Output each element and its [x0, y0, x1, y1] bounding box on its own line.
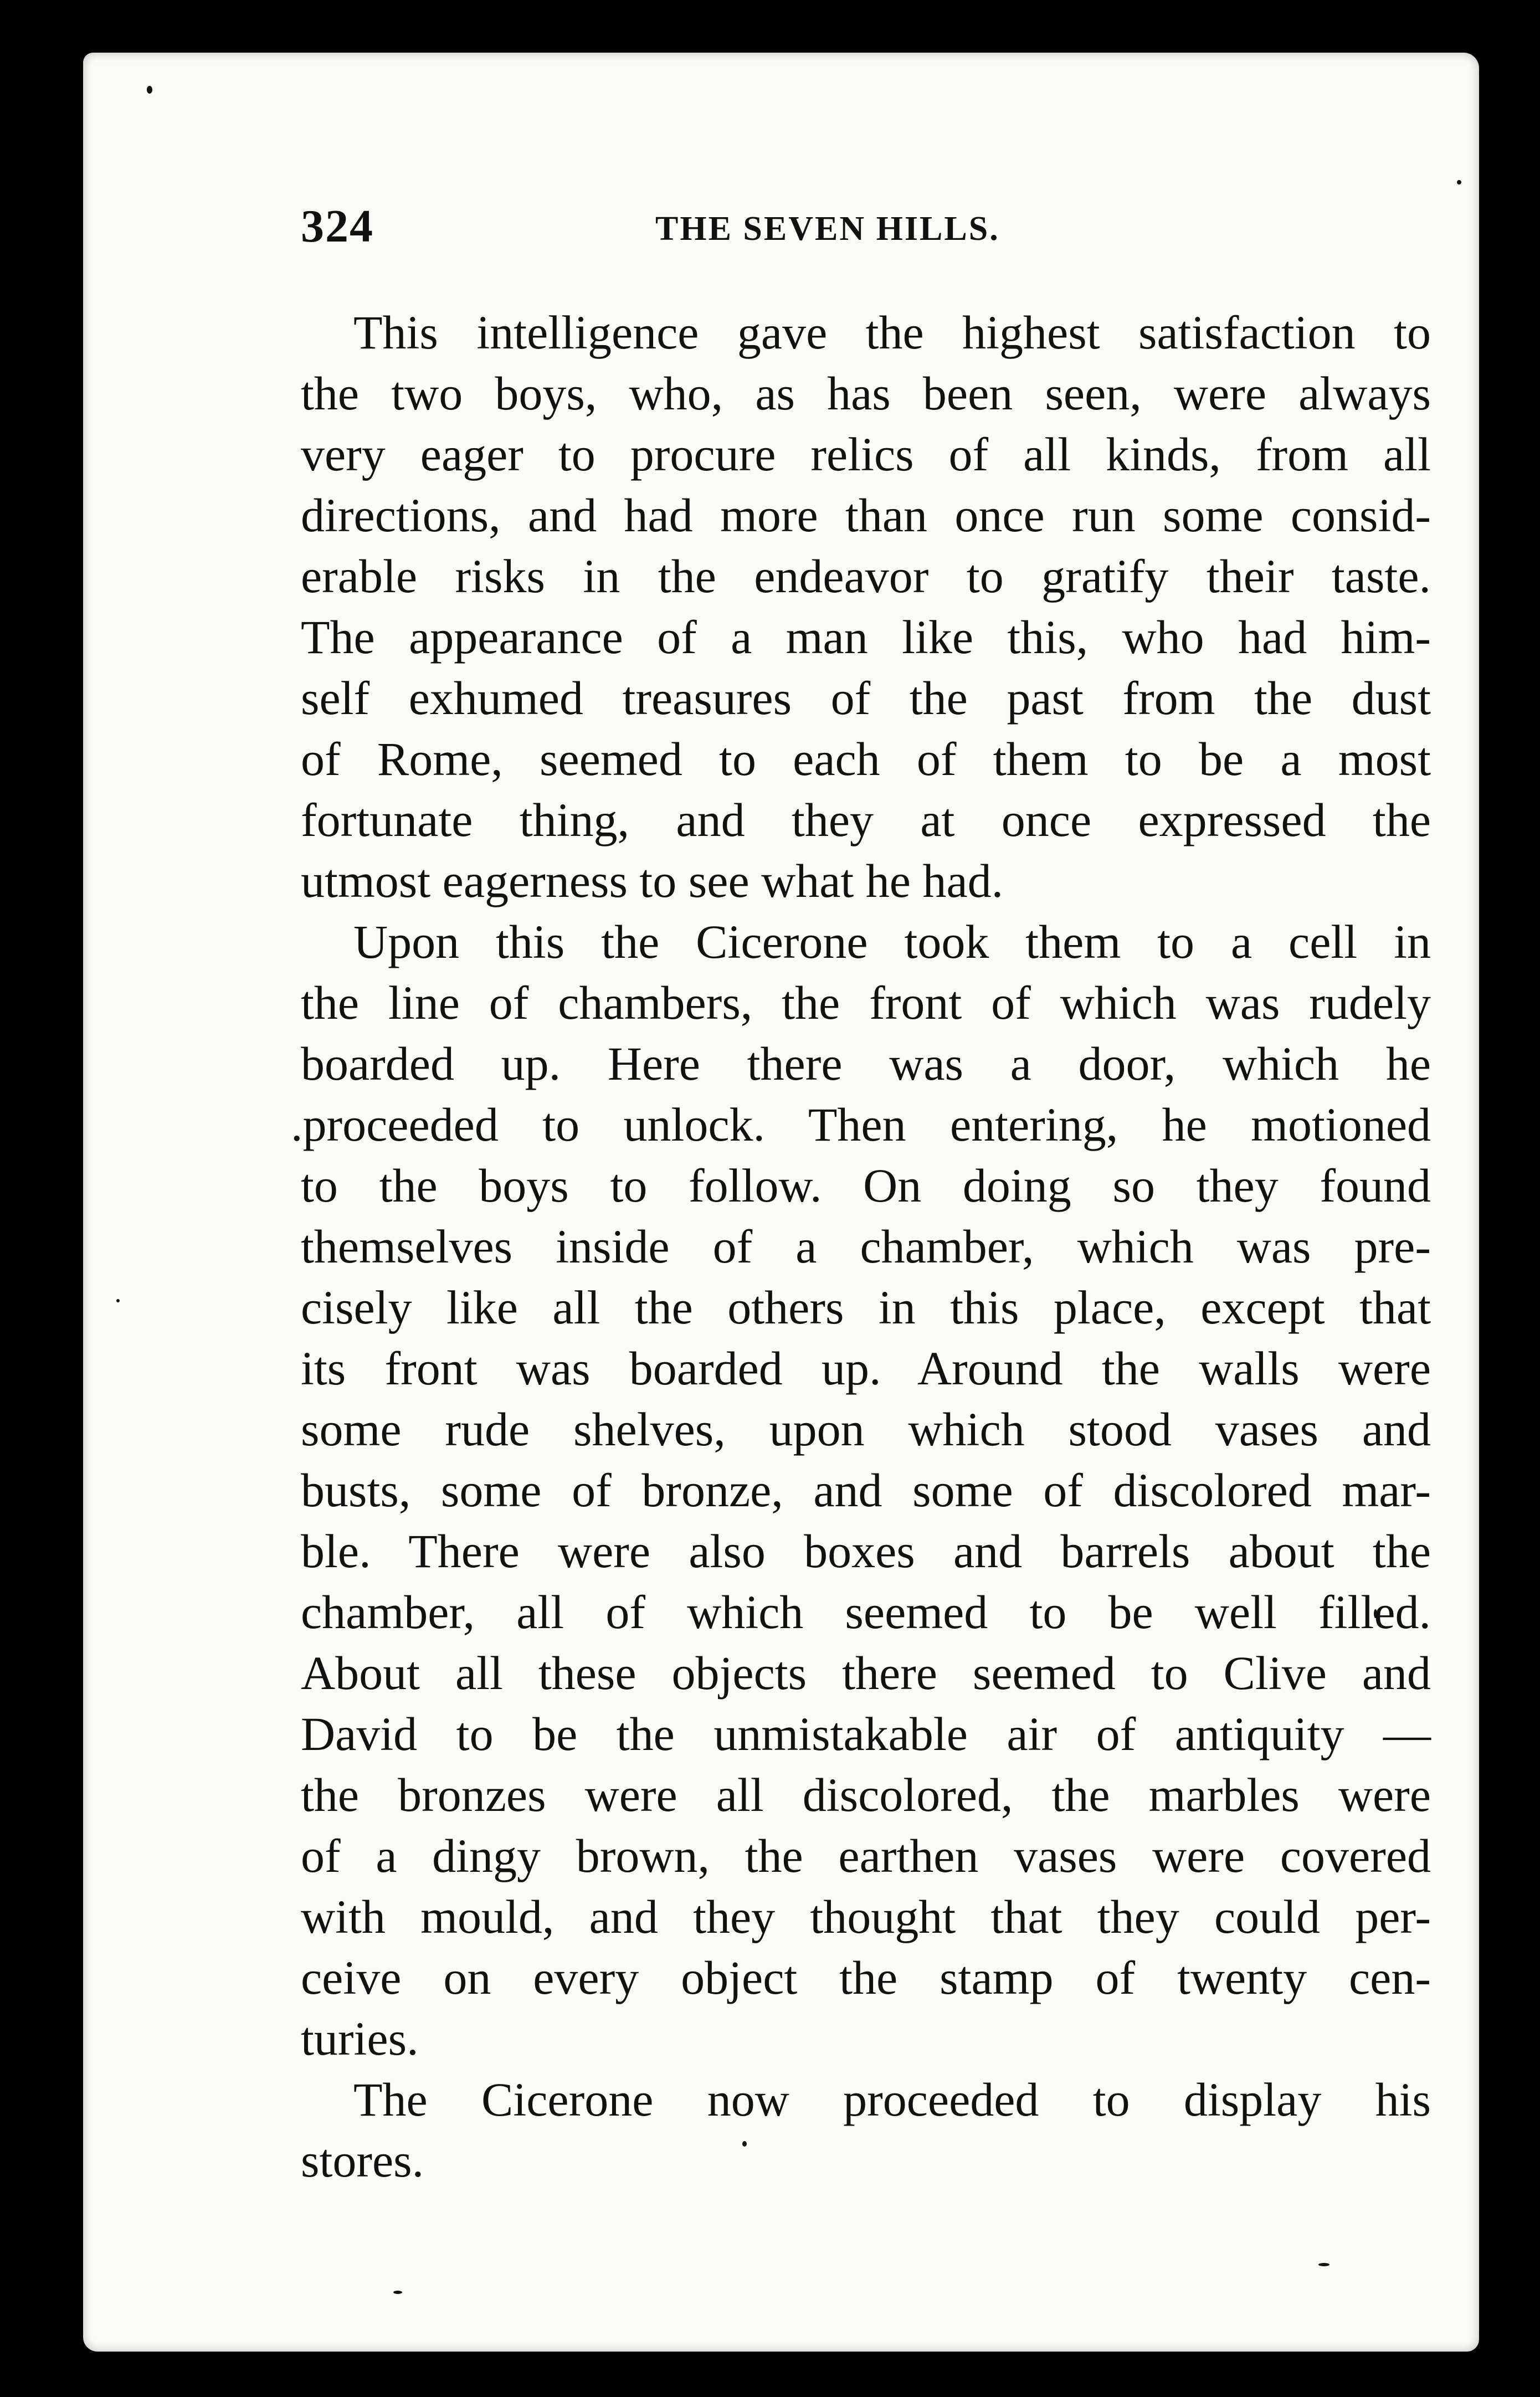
text-line: utmost eagerness to see what he had.	[301, 854, 1004, 907]
scan-speck	[1457, 180, 1461, 184]
running-head: THE SEVEN HILLS.	[655, 210, 1000, 248]
text-line: turies.	[301, 2012, 419, 2065]
text-line: Upon this the Cicerone took them to a cell in	[353, 915, 1431, 968]
text-line: stores.	[301, 2134, 424, 2187]
text-line: very eager to procure relics of all kinds, from all	[301, 428, 1431, 481]
text-line: boarded up. Here there was a door, which he	[301, 1037, 1431, 1090]
text-line: ceive on every object the stamp of twenty cen-	[301, 1951, 1431, 2004]
text-line: erable risks in the endeavor to gratify their taste.	[301, 550, 1431, 603]
text-line: The Cicerone now proceeded to display his	[353, 2073, 1431, 2126]
scan-speck	[147, 86, 152, 94]
text-line: ble. There were also boxes and barrels about the	[301, 1525, 1431, 1578]
text-line: themselves inside of a chamber, which was pre-	[301, 1220, 1431, 1273]
text-line: David to be the unmistakable air of antiquity —	[301, 1707, 1431, 1760]
text-line: the line of chambers, the front of which was rudely	[301, 976, 1431, 1029]
text-line: the two boys, who, as has been seen, were always	[301, 367, 1431, 420]
text-line: some rude shelves, upon which stood vases and	[301, 1403, 1431, 1456]
text-line: to the boys to follow. On doing so they found	[301, 1159, 1431, 1212]
text-line: .proceeded to unlock. Then entering, he motioned	[291, 1098, 1431, 1151]
text-line: fortunate thing, and they at once expressed the	[301, 793, 1431, 846]
text-line: About all these objects there seemed to Clive and	[301, 1646, 1431, 1700]
text-line: self exhumed treasures of the past from the dust	[301, 671, 1431, 725]
paragraph-2	[291, 911, 1431, 2069]
text-line: of Rome, seemed to each of them to be a most	[301, 732, 1431, 786]
scan-speck	[393, 2291, 402, 2294]
page-header	[301, 199, 1436, 260]
text-line: cisely like all the others in this place, except that	[301, 1281, 1431, 1334]
text-line: chamber, all of which seemed to be well filled.	[301, 1585, 1431, 1639]
text-line: This intelligence gave the highest satisfaction to	[353, 306, 1431, 359]
page-number: 324	[301, 201, 374, 252]
text-line: the bronzes were all discolored, the marbles were	[301, 1768, 1431, 1821]
text-line: busts, some of bronze, and some of discolored mar-	[301, 1464, 1431, 1517]
text-line: directions, and had more than once run some consid-	[301, 489, 1431, 542]
text-line: of a dingy brown, the earthen vases were covered	[301, 1829, 1431, 1882]
scan-speck	[1318, 2263, 1329, 2266]
text-line: with mould, and they thought that they could per-	[301, 1890, 1431, 1943]
body-text	[291, 302, 1431, 2191]
text-line: its front was boarded up. Around the walls were	[301, 1342, 1431, 1395]
text-line: The appearance of a man like this, who had him-	[301, 610, 1431, 664]
paragraph-3	[301, 2069, 1431, 2191]
paragraph-1	[301, 302, 1431, 911]
scan-speck	[116, 1299, 120, 1302]
